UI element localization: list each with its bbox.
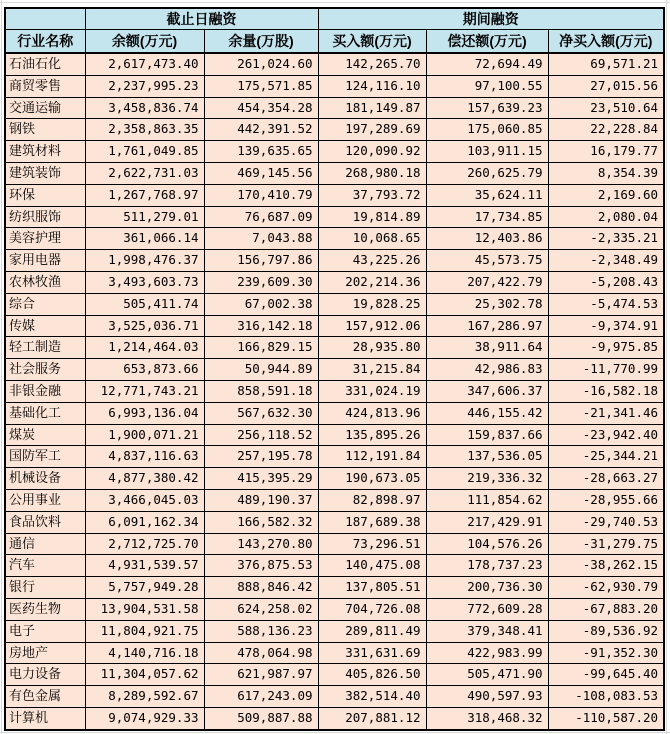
group-header-cutoff-financing[interactable]: 截止日融资 bbox=[85, 8, 318, 30]
value-cell[interactable]: 1,900,071.21 bbox=[85, 424, 204, 446]
industry-cell[interactable]: 环保 bbox=[5, 184, 85, 206]
value-cell[interactable]: 69,571.21 bbox=[548, 53, 664, 75]
value-cell[interactable]: 190,673.05 bbox=[318, 468, 426, 490]
value-cell[interactable]: 166,582.32 bbox=[204, 511, 318, 533]
industry-cell[interactable]: 轻工制造 bbox=[5, 337, 85, 359]
value-cell[interactable]: 17,734.85 bbox=[426, 206, 548, 228]
table-row bbox=[5, 533, 664, 555]
value-cell[interactable]: 1,998,476.37 bbox=[85, 250, 204, 272]
value-cell[interactable]: 490,597.93 bbox=[426, 686, 548, 708]
industry-cell[interactable]: 建筑装饰 bbox=[5, 162, 85, 184]
value-cell[interactable]: 239,609.30 bbox=[204, 271, 318, 293]
value-cell[interactable]: 588,136.23 bbox=[204, 620, 318, 642]
value-cell[interactable]: 2,712,725.70 bbox=[85, 533, 204, 555]
gridline-top bbox=[0, 2, 670, 3]
table-header bbox=[5, 8, 664, 53]
table-row bbox=[5, 53, 664, 75]
value-cell[interactable]: -38,262.15 bbox=[548, 555, 664, 577]
value-cell[interactable]: 111,854.62 bbox=[426, 489, 548, 511]
value-cell[interactable]: -9,975.85 bbox=[548, 337, 664, 359]
industry-cell[interactable]: 纺织服饰 bbox=[5, 206, 85, 228]
value-cell[interactable]: 166,829.15 bbox=[204, 337, 318, 359]
value-cell[interactable]: 175,571.85 bbox=[204, 75, 318, 97]
margin-financing-table bbox=[4, 7, 665, 731]
table-row bbox=[5, 489, 664, 511]
value-cell[interactable]: -28,955.66 bbox=[548, 489, 664, 511]
value-cell[interactable]: 72,694.49 bbox=[426, 53, 548, 75]
table-row bbox=[5, 446, 664, 468]
value-cell[interactable]: 454,354.28 bbox=[204, 97, 318, 119]
value-cell[interactable]: -29,740.53 bbox=[548, 511, 664, 533]
industry-cell[interactable]: 商贸零售 bbox=[5, 75, 85, 97]
value-cell[interactable]: 200,736.30 bbox=[426, 577, 548, 599]
value-cell[interactable]: 35,624.11 bbox=[426, 184, 548, 206]
value-cell[interactable]: 257,195.78 bbox=[204, 446, 318, 468]
industry-cell[interactable]: 社会服务 bbox=[5, 359, 85, 381]
table-row bbox=[5, 402, 664, 424]
table-row bbox=[5, 75, 664, 97]
value-cell[interactable]: 442,391.52 bbox=[204, 119, 318, 141]
industry-cell[interactable]: 非银金融 bbox=[5, 380, 85, 402]
column-header-buy-amount[interactable]: 买入额(万元) bbox=[318, 30, 426, 54]
value-cell[interactable]: 3,466,045.03 bbox=[85, 489, 204, 511]
value-cell[interactable]: 137,805.51 bbox=[318, 577, 426, 599]
value-cell[interactable]: 38,911.64 bbox=[426, 337, 548, 359]
value-cell[interactable]: 22,228.84 bbox=[548, 119, 664, 141]
table-row bbox=[5, 598, 664, 620]
value-cell[interactable]: 159,837.66 bbox=[426, 424, 548, 446]
gridline-right bbox=[666, 0, 667, 734]
gridline-bottom bbox=[0, 732, 670, 733]
value-cell[interactable]: 772,609.28 bbox=[426, 598, 548, 620]
value-cell[interactable]: 268,980.18 bbox=[318, 162, 426, 184]
industry-cell[interactable]: 煤炭 bbox=[5, 424, 85, 446]
table-row bbox=[5, 468, 664, 490]
value-cell[interactable]: 567,632.30 bbox=[204, 402, 318, 424]
table-row bbox=[5, 315, 664, 337]
industry-cell[interactable]: 石油石化 bbox=[5, 53, 85, 75]
value-cell[interactable]: 2,617,473.40 bbox=[85, 53, 204, 75]
group-header-period-financing[interactable]: 期间融资 bbox=[318, 8, 664, 30]
value-cell[interactable]: 207,881.12 bbox=[318, 707, 426, 729]
value-cell[interactable]: -16,582.18 bbox=[548, 380, 664, 402]
table-row bbox=[5, 337, 664, 359]
value-cell[interactable]: 178,737.23 bbox=[426, 555, 548, 577]
table-row bbox=[5, 555, 664, 577]
table-row bbox=[5, 424, 664, 446]
value-cell[interactable]: 175,060.85 bbox=[426, 119, 548, 141]
value-cell[interactable]: 478,064.98 bbox=[204, 642, 318, 664]
value-cell[interactable]: 2,080.04 bbox=[548, 206, 664, 228]
value-cell[interactable]: 120,090.92 bbox=[318, 141, 426, 163]
value-cell[interactable]: 888,846.42 bbox=[204, 577, 318, 599]
industry-cell[interactable]: 计算机 bbox=[5, 707, 85, 729]
value-cell[interactable]: -89,536.92 bbox=[548, 620, 664, 642]
value-cell[interactable]: 142,265.70 bbox=[318, 53, 426, 75]
table-row bbox=[5, 380, 664, 402]
value-cell[interactable]: 12,403.86 bbox=[426, 228, 548, 250]
value-cell[interactable]: -25,344.21 bbox=[548, 446, 664, 468]
table-row bbox=[5, 184, 664, 206]
value-cell[interactable]: 50,944.89 bbox=[204, 359, 318, 381]
table-row bbox=[5, 511, 664, 533]
value-cell[interactable]: 347,606.37 bbox=[426, 380, 548, 402]
value-cell[interactable]: 137,536.05 bbox=[426, 446, 548, 468]
value-cell[interactable]: 511,279.01 bbox=[85, 206, 204, 228]
column-header-net-buy-amount[interactable]: 净买入额(万元) bbox=[548, 30, 664, 54]
value-cell[interactable]: 256,118.52 bbox=[204, 424, 318, 446]
value-cell[interactable]: 4,140,716.18 bbox=[85, 642, 204, 664]
value-cell[interactable]: 219,336.32 bbox=[426, 468, 548, 490]
value-cell[interactable]: -110,587.20 bbox=[548, 707, 664, 729]
value-cell[interactable]: 261,024.60 bbox=[204, 53, 318, 75]
value-cell[interactable]: 104,576.26 bbox=[426, 533, 548, 555]
industry-cell[interactable]: 美容护理 bbox=[5, 228, 85, 250]
value-cell[interactable]: 5,757,949.28 bbox=[85, 577, 204, 599]
corner-cell[interactable] bbox=[5, 8, 85, 30]
value-cell[interactable]: 167,286.97 bbox=[426, 315, 548, 337]
table-row bbox=[5, 577, 664, 599]
value-cell[interactable]: 197,289.69 bbox=[318, 119, 426, 141]
value-cell[interactable]: 2,622,731.03 bbox=[85, 162, 204, 184]
industry-cell[interactable]: 医药生物 bbox=[5, 598, 85, 620]
value-cell[interactable]: 2,169.60 bbox=[548, 184, 664, 206]
value-cell[interactable]: 12,771,743.21 bbox=[85, 380, 204, 402]
table-row bbox=[5, 141, 664, 163]
industry-cell[interactable]: 交通运输 bbox=[5, 97, 85, 119]
value-cell[interactable]: -21,341.46 bbox=[548, 402, 664, 424]
value-cell[interactable]: 3,458,836.74 bbox=[85, 97, 204, 119]
industry-cell[interactable]: 银行 bbox=[5, 577, 85, 599]
industry-cell[interactable]: 国防军工 bbox=[5, 446, 85, 468]
table-row bbox=[5, 228, 664, 250]
gridline-left bbox=[1, 0, 2, 734]
value-cell[interactable]: 19,828.25 bbox=[318, 293, 426, 315]
industry-cell[interactable]: 家用电器 bbox=[5, 250, 85, 272]
value-cell[interactable]: 8,289,592.67 bbox=[85, 686, 204, 708]
column-header-volume[interactable]: 余量(万股) bbox=[204, 30, 318, 54]
value-cell[interactable]: -99,645.40 bbox=[548, 664, 664, 686]
table-row bbox=[5, 162, 664, 184]
value-cell[interactable]: 405,826.50 bbox=[318, 664, 426, 686]
value-cell[interactable]: 361,066.14 bbox=[85, 228, 204, 250]
table-body bbox=[5, 53, 664, 730]
value-cell[interactable]: -62,930.79 bbox=[548, 577, 664, 599]
value-cell[interactable]: -5,474.53 bbox=[548, 293, 664, 315]
table-row bbox=[5, 707, 664, 729]
value-cell[interactable]: 624,258.02 bbox=[204, 598, 318, 620]
value-cell[interactable]: -5,208.43 bbox=[548, 271, 664, 293]
industry-cell[interactable]: 公用事业 bbox=[5, 489, 85, 511]
value-cell[interactable]: 858,591.18 bbox=[204, 380, 318, 402]
value-cell[interactable]: 6,993,136.04 bbox=[85, 402, 204, 424]
industry-cell[interactable]: 农林牧渔 bbox=[5, 271, 85, 293]
value-cell[interactable]: 97,100.55 bbox=[426, 75, 548, 97]
industry-cell[interactable]: 传媒 bbox=[5, 315, 85, 337]
value-cell[interactable]: 653,873.66 bbox=[85, 359, 204, 381]
table-row bbox=[5, 206, 664, 228]
table-row bbox=[5, 97, 664, 119]
value-cell[interactable]: 316,142.18 bbox=[204, 315, 318, 337]
value-cell[interactable]: 45,573.75 bbox=[426, 250, 548, 272]
value-cell[interactable]: 331,631.69 bbox=[318, 642, 426, 664]
value-cell[interactable]: 1,761,049.85 bbox=[85, 141, 204, 163]
value-cell[interactable]: 42,986.83 bbox=[426, 359, 548, 381]
value-cell[interactable]: 3,525,036.71 bbox=[85, 315, 204, 337]
value-cell[interactable]: 617,243.09 bbox=[204, 686, 318, 708]
value-cell[interactable]: -67,883.20 bbox=[548, 598, 664, 620]
industry-cell[interactable]: 有色金属 bbox=[5, 686, 85, 708]
value-cell[interactable]: 621,987.97 bbox=[204, 664, 318, 686]
value-cell[interactable]: 1,214,464.03 bbox=[85, 337, 204, 359]
value-cell[interactable]: 135,895.26 bbox=[318, 424, 426, 446]
value-cell[interactable]: -9,374.91 bbox=[548, 315, 664, 337]
table-row bbox=[5, 686, 664, 708]
value-cell[interactable]: 8,354.39 bbox=[548, 162, 664, 184]
value-cell[interactable]: 202,214.36 bbox=[318, 271, 426, 293]
value-cell[interactable]: 217,429.91 bbox=[426, 511, 548, 533]
table-row bbox=[5, 250, 664, 272]
value-cell[interactable]: 143,270.80 bbox=[204, 533, 318, 555]
value-cell[interactable]: 415,395.29 bbox=[204, 468, 318, 490]
value-cell[interactable]: 67,002.38 bbox=[204, 293, 318, 315]
value-cell[interactable]: 19,814.89 bbox=[318, 206, 426, 228]
value-cell[interactable]: 4,931,539.57 bbox=[85, 555, 204, 577]
column-header-balance[interactable]: 余额(万元) bbox=[85, 30, 204, 54]
value-cell[interactable]: 1,267,768.97 bbox=[85, 184, 204, 206]
industry-cell[interactable]: 汽车 bbox=[5, 555, 85, 577]
column-header-repay-amount[interactable]: 偿还额(万元) bbox=[426, 30, 548, 54]
value-cell[interactable]: 509,887.88 bbox=[204, 707, 318, 729]
value-cell[interactable]: 139,635.65 bbox=[204, 141, 318, 163]
value-cell[interactable]: 28,935.80 bbox=[318, 337, 426, 359]
value-cell[interactable]: 37,793.72 bbox=[318, 184, 426, 206]
value-cell[interactable]: 4,837,116.63 bbox=[85, 446, 204, 468]
industry-cell[interactable]: 通信 bbox=[5, 533, 85, 555]
industry-cell[interactable]: 基础化工 bbox=[5, 402, 85, 424]
value-cell[interactable]: 9,074,929.33 bbox=[85, 707, 204, 729]
value-cell[interactable]: 157,912.06 bbox=[318, 315, 426, 337]
value-cell[interactable]: 11,304,057.62 bbox=[85, 664, 204, 686]
value-cell[interactable]: -2,348.49 bbox=[548, 250, 664, 272]
industry-cell[interactable]: 房地产 bbox=[5, 642, 85, 664]
value-cell[interactable]: 260,625.79 bbox=[426, 162, 548, 184]
value-cell[interactable]: 6,091,162.34 bbox=[85, 511, 204, 533]
industry-cell[interactable]: 钢铁 bbox=[5, 119, 85, 141]
value-cell[interactable]: 73,296.51 bbox=[318, 533, 426, 555]
value-cell[interactable]: 11,804,921.75 bbox=[85, 620, 204, 642]
value-cell[interactable]: 331,024.19 bbox=[318, 380, 426, 402]
table-row bbox=[5, 359, 664, 381]
value-cell[interactable]: 82,898.97 bbox=[318, 489, 426, 511]
value-cell[interactable]: -28,663.27 bbox=[548, 468, 664, 490]
value-cell[interactable]: 103,911.15 bbox=[426, 141, 548, 163]
value-cell[interactable]: 2,358,863.35 bbox=[85, 119, 204, 141]
value-cell[interactable]: 376,875.53 bbox=[204, 555, 318, 577]
table-row bbox=[5, 642, 664, 664]
value-cell[interactable]: 16,179.77 bbox=[548, 141, 664, 163]
value-cell[interactable]: 10,068.65 bbox=[318, 228, 426, 250]
value-cell[interactable]: -108,083.53 bbox=[548, 686, 664, 708]
value-cell[interactable]: 505,471.90 bbox=[426, 664, 548, 686]
value-cell[interactable]: 156,797.86 bbox=[204, 250, 318, 272]
value-cell[interactable]: 157,639.23 bbox=[426, 97, 548, 119]
value-cell[interactable]: 446,155.42 bbox=[426, 402, 548, 424]
value-cell[interactable]: 382,514.40 bbox=[318, 686, 426, 708]
value-cell[interactable]: -91,352.30 bbox=[548, 642, 664, 664]
value-cell[interactable]: 170,410.79 bbox=[204, 184, 318, 206]
column-header-row bbox=[5, 30, 664, 54]
value-cell[interactable]: 140,475.08 bbox=[318, 555, 426, 577]
value-cell[interactable]: 31,215.84 bbox=[318, 359, 426, 381]
value-cell[interactable]: 124,116.10 bbox=[318, 75, 426, 97]
value-cell[interactable]: 7,043.88 bbox=[204, 228, 318, 250]
value-cell[interactable]: 187,689.38 bbox=[318, 511, 426, 533]
value-cell[interactable]: 318,468.32 bbox=[426, 707, 548, 729]
value-cell[interactable]: -23,942.40 bbox=[548, 424, 664, 446]
value-cell[interactable]: 505,411.74 bbox=[85, 293, 204, 315]
table-row bbox=[5, 664, 664, 686]
table-row bbox=[5, 119, 664, 141]
group-header-row bbox=[5, 8, 664, 30]
industry-cell[interactable]: 综合 bbox=[5, 293, 85, 315]
industry-cell[interactable]: 机械设备 bbox=[5, 468, 85, 490]
value-cell[interactable]: 469,145.56 bbox=[204, 162, 318, 184]
table-row bbox=[5, 620, 664, 642]
value-cell[interactable]: 43,225.26 bbox=[318, 250, 426, 272]
industry-cell[interactable]: 建筑材料 bbox=[5, 141, 85, 163]
industry-cell[interactable]: 食品饮料 bbox=[5, 511, 85, 533]
value-cell[interactable]: 424,813.96 bbox=[318, 402, 426, 424]
value-cell[interactable]: 13,904,531.58 bbox=[85, 598, 204, 620]
value-cell[interactable]: 2,237,995.23 bbox=[85, 75, 204, 97]
value-cell[interactable]: 27,015.56 bbox=[548, 75, 664, 97]
value-cell[interactable]: 3,493,603.73 bbox=[85, 271, 204, 293]
value-cell[interactable]: -11,770.99 bbox=[548, 359, 664, 381]
value-cell[interactable]: 25,302.78 bbox=[426, 293, 548, 315]
value-cell[interactable]: 422,983.99 bbox=[426, 642, 548, 664]
value-cell[interactable]: -31,279.75 bbox=[548, 533, 664, 555]
table-row bbox=[5, 271, 664, 293]
column-header-industry[interactable]: 行业名称 bbox=[5, 30, 85, 54]
value-cell[interactable]: 704,726.08 bbox=[318, 598, 426, 620]
value-cell[interactable]: 112,191.84 bbox=[318, 446, 426, 468]
table-row bbox=[5, 293, 664, 315]
value-cell[interactable]: 289,811.49 bbox=[318, 620, 426, 642]
value-cell[interactable]: 4,877,380.42 bbox=[85, 468, 204, 490]
value-cell[interactable]: 181,149.87 bbox=[318, 97, 426, 119]
value-cell[interactable]: 207,422.79 bbox=[426, 271, 548, 293]
industry-cell[interactable]: 电子 bbox=[5, 620, 85, 642]
industry-cell[interactable]: 电力设备 bbox=[5, 664, 85, 686]
value-cell[interactable]: -2,335.21 bbox=[548, 228, 664, 250]
value-cell[interactable]: 489,190.37 bbox=[204, 489, 318, 511]
value-cell[interactable]: 379,348.41 bbox=[426, 620, 548, 642]
value-cell[interactable]: 76,687.09 bbox=[204, 206, 318, 228]
value-cell[interactable]: 23,510.64 bbox=[548, 97, 664, 119]
